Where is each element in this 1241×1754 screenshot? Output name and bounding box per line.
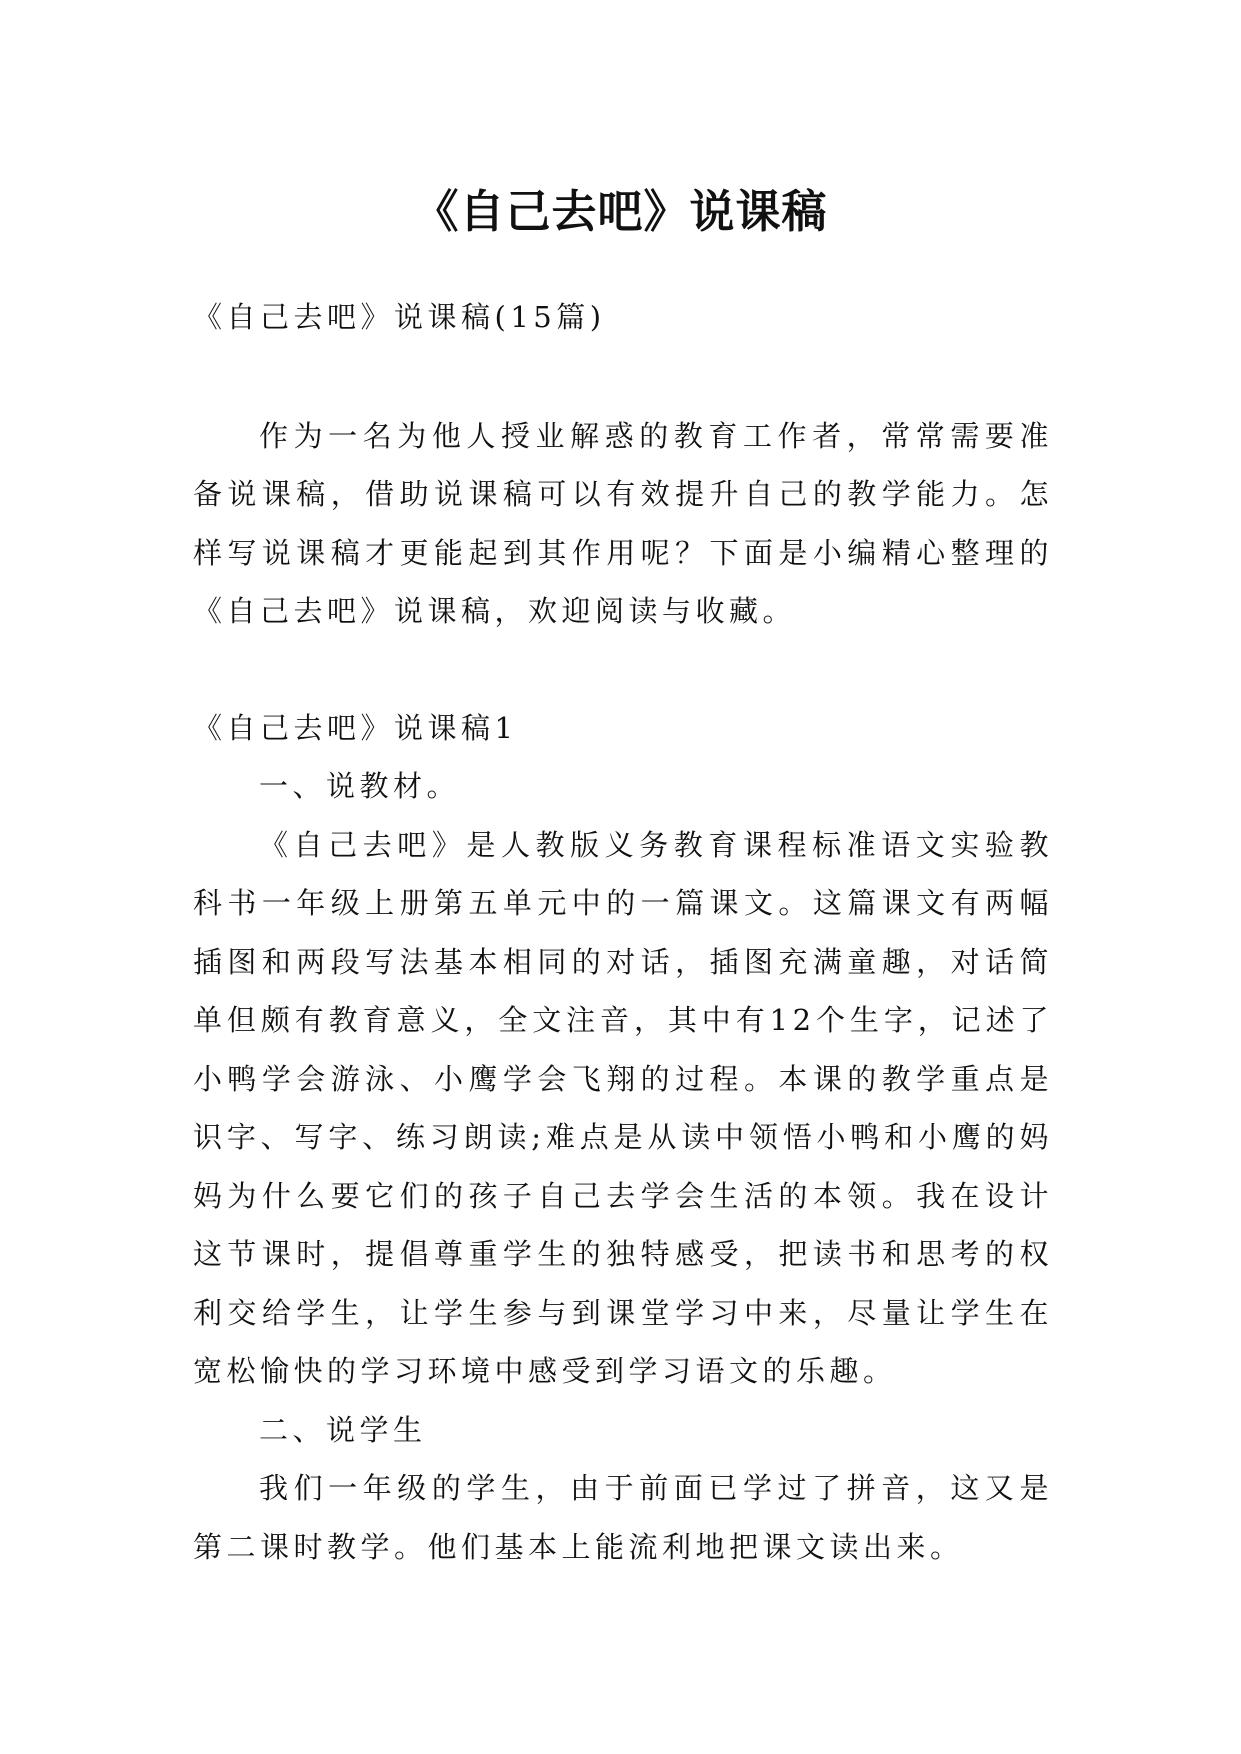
part1-paragraph: 《自己去吧》是人教版义务教育课程标准语文实验教科书一年级上册第五单元中的一篇课文。这篇课文有两幅插图和两段写法基本相同的对话，插图充满童趣，对话简单但颇有教育意义，全文注音，其中有12个生字，记述了小鸭学会游泳、小鹰学会飞翔的过程。本课的教学重点是识字、写字、练习朗读;难点是从读中领悟小鸭和小鹰的妈妈为什么要它们的孩子自己去学会生活的本领。我在设计这节课时，提倡尊重学生的独特感受，把读书和思考的权利交给学生，让学生参与到课堂学习中来，尽量让学生在宽松愉快的学习环境中感受到学习语文的乐趣。 <box>193 827 1053 1388</box>
part2-heading: 二、说学生 <box>259 1412 427 1447</box>
part2-paragraph: 我们一年级的学生，由于前面已学过了拼音，这又是第二课时教学。他们基本上能流利地把课文读出来。 <box>193 1471 1053 1564</box>
intro-paragraph: 作为一名为他人授业解惑的教育工作者，常常需要准备说课稿，借助说课稿可以有效提升自己的教学能力。怎样写说课稿才更能起到其作用呢？下面是小编精心整理的《自己去吧》说课稿，欢迎阅读与收藏。 <box>193 418 1053 628</box>
document-title: 《自己去吧》说课稿 <box>413 185 828 239</box>
section-heading: 《自己去吧》说课稿1 <box>193 710 518 745</box>
document-subtitle: 《自己去吧》说课稿(15篇) <box>193 300 606 334</box>
part1-heading: 一、说教材。 <box>259 769 461 803</box>
document-body <box>193 288 1053 1576</box>
